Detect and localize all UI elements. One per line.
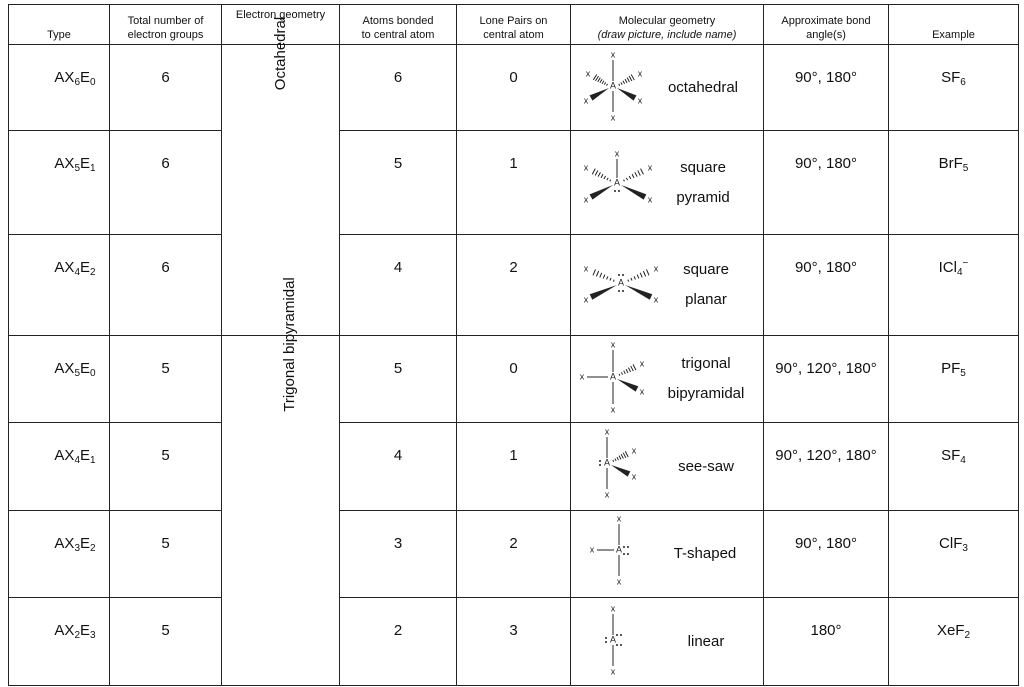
example-cell: ICl$_4$− <box>889 235 1019 336</box>
wedge-bond <box>625 285 652 300</box>
bond-angle-cell: 90°, 180° <box>764 131 889 235</box>
wedge-bond <box>611 465 630 477</box>
x-atom: x <box>616 576 622 587</box>
x-atom: x <box>604 426 610 436</box>
atoms-bonded-cell: 4 <box>340 423 457 511</box>
table-row <box>9 511 1019 598</box>
type-cell: $AX_3E_2$ <box>9 511 110 598</box>
header-row <box>9 5 1019 45</box>
type-cell: $AX_4E_2$ <box>9 235 110 336</box>
x-atom: x <box>610 404 616 415</box>
square-pyramid-molecule-icon <box>577 143 667 223</box>
bond-angle-cell: 90°, 180° <box>764 511 889 598</box>
x-atom: x <box>637 94 643 105</box>
geometry-name-line: square <box>683 261 729 278</box>
example-cell: $SF_6$ <box>889 45 1019 131</box>
geometry-name <box>663 73 743 103</box>
lone-pairs-cell: 1 <box>457 131 571 235</box>
total-groups-cell: 5 <box>110 336 222 423</box>
x-atom: x <box>610 111 616 122</box>
total-groups-cell: 5 <box>110 511 222 598</box>
lone-pair-dots <box>605 637 607 643</box>
type-cell: $AX_5E_0$ <box>9 336 110 423</box>
x-atom: x <box>639 358 645 369</box>
table-row <box>9 235 1019 336</box>
table-row <box>9 45 1019 131</box>
central-atom-a: A <box>603 456 611 467</box>
geometry-name <box>671 255 741 315</box>
x-atom: x <box>589 544 595 555</box>
geometry-name-line: square <box>680 158 726 176</box>
geometry-name-line: octahedral <box>667 78 739 96</box>
geometry-name-line: pyramid <box>676 188 730 206</box>
atoms-bonded-cell: 4 <box>340 235 457 336</box>
hashed-bond <box>593 269 614 281</box>
geometry-name <box>663 153 743 213</box>
header-bond-angle: Approximate bond angle(s) <box>764 5 889 45</box>
x-atom: x <box>639 386 645 397</box>
example-cell: $SF_4$ <box>889 423 1019 511</box>
hashed-bond <box>628 269 649 281</box>
atoms-bonded-cell: 5 <box>340 131 457 235</box>
molecular-geometry-cell <box>571 336 764 423</box>
lone-pairs-cell: 2 <box>457 511 571 598</box>
x-atom: x <box>579 371 585 382</box>
hashed-bond <box>613 451 628 462</box>
wedge-bond <box>590 88 609 101</box>
total-groups-cell: 6 <box>110 45 222 131</box>
linear-molecule-icon <box>577 602 667 682</box>
hashed-bond <box>593 74 607 85</box>
x-atom: x <box>653 263 659 274</box>
bond-angle-cell: 90°, 120°, 180° <box>764 423 889 511</box>
atoms-bonded-cell: 6 <box>340 45 457 131</box>
x-atom: x <box>610 602 616 613</box>
bond-angle-cell: 90°, 180° <box>764 45 889 131</box>
x-atom: x <box>647 161 653 172</box>
atoms-bonded-cell: 5 <box>340 336 457 423</box>
bond-angle-cell: 90°, 120°, 180° <box>764 336 889 423</box>
molecular-geometry-cell <box>571 131 764 235</box>
lone-pair-dots <box>618 290 624 292</box>
wedge-bond <box>617 88 636 101</box>
electron-geometry-label: Trigonal bipyramidal <box>280 277 298 412</box>
x-atom: x <box>653 294 659 305</box>
lone-pairs-cell: 3 <box>457 598 571 686</box>
geometry-name <box>671 452 741 482</box>
central-atom-a: A <box>613 176 621 187</box>
geometry-name <box>671 627 741 657</box>
header-electron-geometry: Electron geometry <box>222 5 340 45</box>
atoms-bonded-cell: 2 <box>340 598 457 686</box>
x-atom: x <box>610 339 616 350</box>
header-lone-pairs: Lone Pairs on central atom <box>457 5 571 45</box>
x-atom: x <box>583 161 589 172</box>
hashed-bond <box>619 364 636 375</box>
geometry-name-line: trigonal <box>681 355 731 372</box>
molecular-geometry-cell <box>571 235 764 336</box>
geometry-name-line: bipyramidal <box>667 385 745 402</box>
geometry-name-line: T-shaped <box>673 545 737 562</box>
central-atom-a: A <box>609 79 617 90</box>
header-atoms-bonded: Atoms bonded to central atom <box>340 5 457 45</box>
table-row <box>9 598 1019 686</box>
example-cell: BrF$_5$ <box>889 131 1019 235</box>
x-atom: x <box>583 294 589 305</box>
bond-angle-cell: 180° <box>764 598 889 686</box>
central-atom-a: A <box>609 371 617 382</box>
geometry-name-line: planar <box>685 291 727 308</box>
x-atom: x <box>583 263 589 274</box>
geometry-name <box>667 539 743 569</box>
octahedral-molecule-icon <box>577 48 667 128</box>
example-cell: ClF$_3$ <box>889 511 1019 598</box>
x-atom: x <box>583 94 589 105</box>
electron-geometry-cell <box>222 277 340 686</box>
total-groups-cell: 5 <box>110 423 222 511</box>
type-cell: $AX_6E_0$ <box>9 45 110 131</box>
hashed-bond <box>592 168 611 181</box>
trigonal-bipyramidal-molecule-icon <box>577 339 667 419</box>
molecular-geometry-cell <box>571 511 764 598</box>
table-row <box>9 336 1019 423</box>
geometry-name-line: linear <box>687 632 725 650</box>
hashed-bond <box>619 74 635 85</box>
header-example: Example <box>889 5 1019 45</box>
example-cell: XeF$_2$ <box>889 598 1019 686</box>
x-atom: x <box>610 665 616 676</box>
type-cell: $AX_5E_1$ <box>9 131 110 235</box>
total-groups-cell: 5 <box>110 598 222 686</box>
lone-pair-dots <box>623 546 629 548</box>
lone-pair-dots <box>614 190 620 192</box>
wedge-bond <box>590 285 617 300</box>
wedge-bond <box>621 185 646 200</box>
table-row <box>9 131 1019 235</box>
see-saw-molecule-icon <box>577 427 667 507</box>
x-atom: x <box>631 470 637 481</box>
lone-pair-dots <box>618 274 624 276</box>
total-groups-cell: 6 <box>110 131 222 235</box>
lone-pair-dots <box>616 634 622 636</box>
central-atom-a: A <box>609 633 617 644</box>
molecular-geometry-cell <box>571 598 764 686</box>
vsepr-table <box>8 4 1019 686</box>
geometry-name-line: see-saw <box>678 457 734 475</box>
lone-pairs-cell: 0 <box>457 45 571 131</box>
example-cell: $PF_5$ <box>889 336 1019 423</box>
total-groups-cell: 6 <box>110 235 222 336</box>
x-atom: x <box>647 193 653 204</box>
type-cell: $AX_2E_3$ <box>9 598 110 686</box>
lone-pair-dots <box>616 644 622 646</box>
lone-pairs-cell: 1 <box>457 423 571 511</box>
lone-pair-dots <box>599 460 601 466</box>
molecular-geometry-cell <box>571 423 764 511</box>
lone-pair-dots <box>623 553 629 555</box>
x-atom: x <box>604 488 610 499</box>
central-atom-a: A <box>617 277 625 288</box>
bond-angle-cell: 90°, 180° <box>764 235 889 336</box>
x-atom: x <box>616 514 622 524</box>
lone-pairs-cell: 0 <box>457 336 571 423</box>
molecular-geometry-cell <box>571 45 764 131</box>
x-atom: x <box>583 193 589 204</box>
geometry-name <box>661 349 751 409</box>
electron-geometry-label: Octahedral <box>272 16 289 91</box>
header-type: Type <box>9 5 110 45</box>
x-atom: x <box>610 48 616 59</box>
central-atom-a: A <box>615 544 623 555</box>
table-row <box>9 423 1019 511</box>
t-shaped-molecule-icon <box>577 514 667 594</box>
x-atom: x <box>637 67 643 78</box>
square-planar-molecule-icon <box>577 245 667 325</box>
wedge-bond <box>590 185 613 200</box>
x-atom: x <box>614 147 620 158</box>
x-atom: x <box>631 444 637 455</box>
header-molecular-geometry: Molecular geometry (draw picture, include name) <box>571 5 764 45</box>
x-atom: x <box>585 67 591 78</box>
type-cell: $AX_4E_1$ <box>9 423 110 511</box>
hashed-bond <box>624 168 644 181</box>
lone-pairs-cell: 2 <box>457 235 571 336</box>
atoms-bonded-cell: 3 <box>340 511 457 598</box>
header-total-groups: Total number of electron groups <box>110 5 222 45</box>
wedge-bond <box>617 379 638 392</box>
